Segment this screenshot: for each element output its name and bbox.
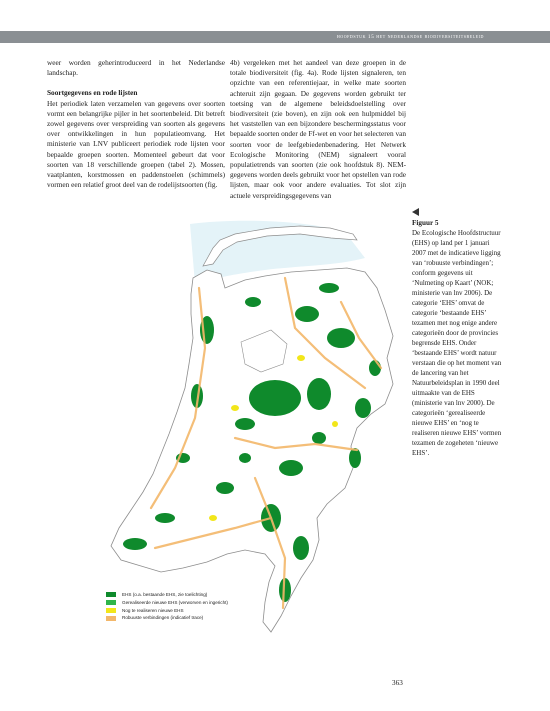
legend-item [106,607,266,615]
figure-caption-text: De Ecologische Hoofdstructuur (EHS) op land per 1 januari 2007 met de indicatieve ligging van ‘robuuste verbindingen’; conform gegevens uit ‘Nulmeting op Kaart’ (NOK; ministerie van lnv 2006). De categorie ‘EHS’ omvat de categorie ‘bestaande EHS’ tezamen met nog enige andere categorieën door de provincies begrensde EHS. Onder ‘bestaande EHS’ wordt natuur verstaan die op het moment van de lancering van het Natuurbeleidsplan in 1990 deel uitmaakte van de EHS (ministerie van lnv 2000). De categorieën ‘gerealiseerde nieuwe EHS’ en ‘nog te realiseren nieuwe EHS’ vormen tezamen de zogeheten ‘nieuwe EHS’. [412,229,502,457]
legend-label: EHS (o.a. bestaande EHS, zie toelichting) [122,592,208,597]
paragraph: 4b) vergeleken met het aandeel van deze groepen in de totale biodiversiteit (fig. 4a). Rode lijsten signaleren, ten opzichte van een referentiejaar, in welke mate soorten achteruit zijn gegaan. De gegevens worden gebruikt ter toetsing van de algemene beleidsdoelstelling over biodiversiteit (zie boven), en zijn ook een hulpmiddel bij het vaststellen van een bijzondere beschermingsstatus voor bepaalde soorten onder de Ff-wet en voor het selecteren van soorten voor de leefgebiedenbenadering. Het Netwerk Ecologische Monitoring (NEM) signaleert vooral populatietrends van soorten (zie ook hoofdstuk 8). NEM-gegevens worden deels gebruikt voor het opstellen van rode lijsten, maar ook voor andere evaluaties. Tot slot zijn actuele verspreidingsgegevens van [230,58,406,200]
arrow-left-icon [412,208,419,216]
map-legend [106,591,266,622]
page-number: 363 [392,679,403,687]
text-column-left [47,58,225,190]
netherlands-ehs-map [95,218,415,638]
legend-item [106,614,266,622]
paragraph: weer worden geherintroduceerd in het Nederlandse landschap. [47,58,225,78]
legend-label: Robuuste verbindingen (indicatief trace) [122,615,204,621]
legend-swatch [106,608,116,613]
section-subheading: Soortgegevens en rode lijsten [47,88,138,98]
legend-item [106,599,266,607]
text-column-middle [230,58,406,201]
figure-caption [412,208,502,458]
paragraph: Het periodiek laten verzamelen van gegevens over soorten vormt een belangrijke pijler in het soortenbeleid. Dit betreft zowel gegevens over verspreiding van soorten als gegevens over ontwikkelingen in hun populatieomvang. Het ministerie van LNV publiceert periodiek rode lijsten voor bepaalde groepen soorten. Momenteel gebeurt dat voor soorten van 18 verschillende groepen (tabel 2). Mossen, vaatplanten, korstmossen en paddenstoelen (schimmels) vormen een relatief groot deel van de rodelijstsoorten (fig. [47,98,225,190]
legend-label: Nog te realiseren nieuwe EHS [122,607,184,613]
legend-label: Gerealiseerde nieuwe EHS (verworven en ingericht) [122,599,228,605]
legend-swatch [106,600,116,605]
legend-item [106,591,266,599]
legend-swatch [106,592,116,597]
legend-swatch [106,616,116,621]
running-head: hoofdstuk 15 het nederlandse biodiversiteitsbeleid [336,34,484,40]
figure-title: Figuur 5 [412,219,439,227]
